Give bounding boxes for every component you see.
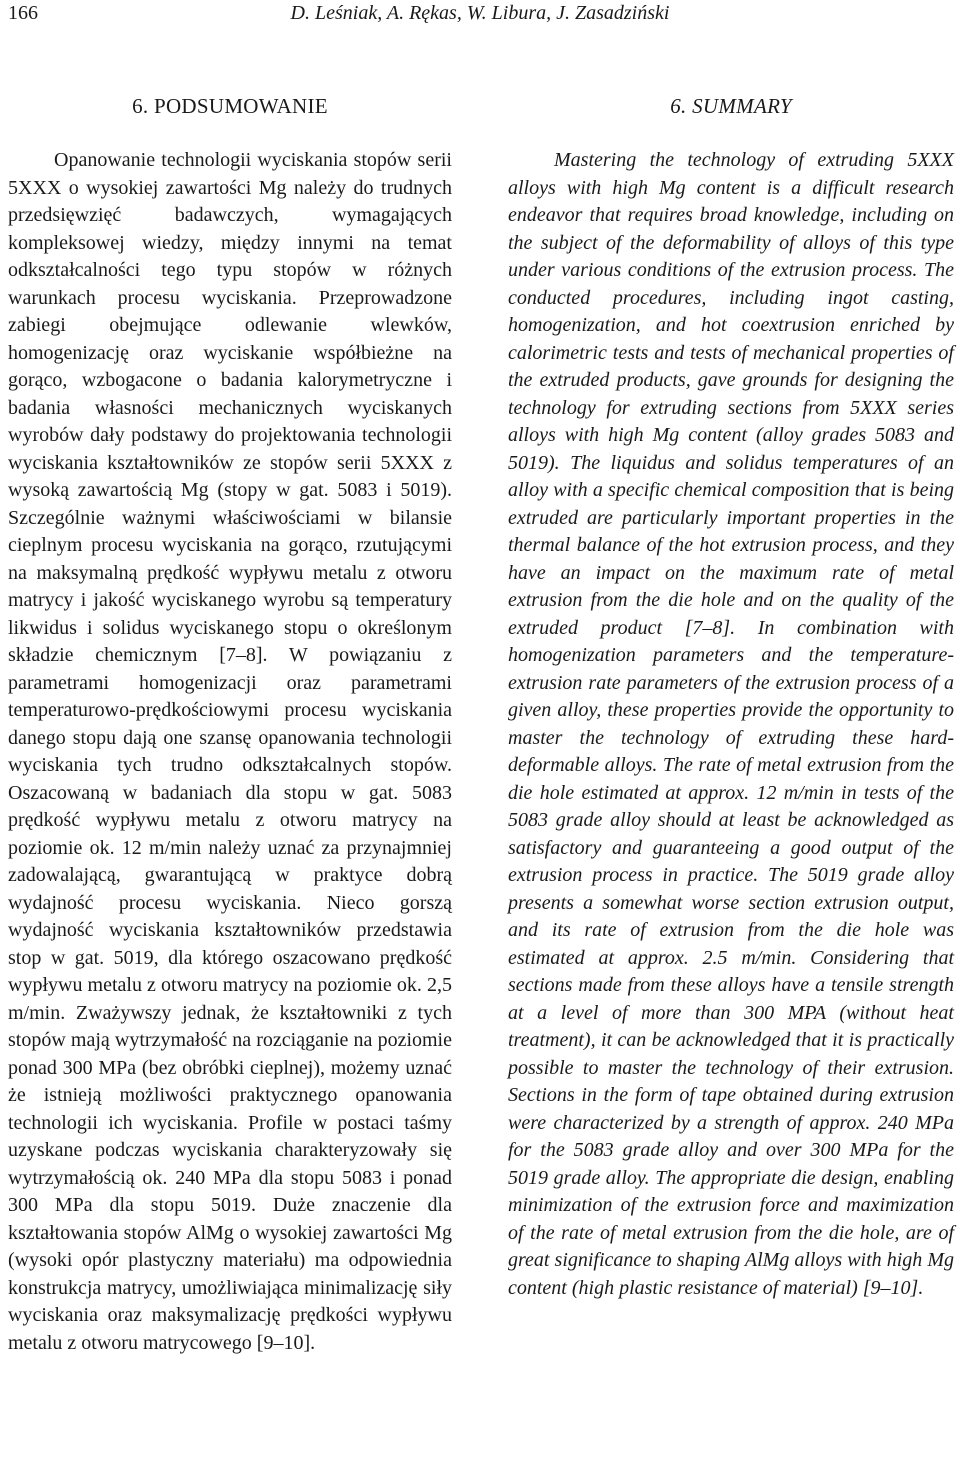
summary-paragraph-polish: Opanowanie technologii wyciskania stopów serii 5XXX o wysokiej zawartości Mg należy do trudnych przedsięwzięć badawczych, wymagających kompleksowej wiedzy, między innymi na temat odkształcalności tego typu stopów w różnych warunkach procesu wyciskania. Przeprowadzone zabiegi obejmujące odlewanie wlewków, homogenizację oraz wyciskanie współbieżne na gorąco, wzbogacone o badania kalorymetryczne i badania własności mechanicznych wyciskanych wyrobów dały podstawy do projektowania technologii wyciskania kształtowników ze stopów serii 5XXX z wysoką zawartością Mg (stopy w gat. 5083 i 5019). Szczególnie ważnymi właściwościami w bilansie cieplnym procesu wyciskania na gorąco, rzutującymi na maksymalną prędkość wypływu metalu z otworu matrycy i jakość wyciskanego wyrobu są temperatury likwidus i solidus wyciskanego stopu o określonym składzie chemicznym [7–8]. W powiązaniu z parametrami homogenizacji oraz parametrami temperaturowo-prędkościowymi procesu wyciskania danego stopu dają one szansę opanowania technologii wyciskania tych trudno odkształcalnych stopów. Oszacowaną w badaniach dla stopu w gat. 5083 prędkość wypływu metalu z otworu matrycy na poziomie ok. 12 m/min należy uznać za przynajmniej zadowalającą, gwarantującą w praktyce dobrą wydajność procesu wyciskania. Nieco gorszą wydajność wyciskania kształtowników przedstawia stop w gat. 5019, dla którego oszacowano prędkość wypływu metalu z otworu matrycy na poziomie ok. 2,5 m/min. Zważywszy jednak, że kształtowniki z tych stopów mają wytrzymałość na rozciąganie na poziomie ponad 300 MPa (bez obróbki cieplnej), możemy uznać że istnieją możliwości praktycznego opanowania technologii ich wyciskania. Profile w postaci taśmy uzyskane podczas wyciskania charakteryzowały się wytrzymałością ok. 240 MPa dla stopu 5083 i ponad 300 MPa dla stopu 5019. Duże znaczenie dla kształtowania stopów AlMg o wysokiej zawartości Mg (wysoki opór plastyczny materiału) ma odpowiednia konstrukcja matrycy, umożliwiająca minimalizację siły wyciskania oraz maksymalizację prędkości wypływu metalu z otworu matrycowego [9–10]. [8,149,452,1354]
running-header-authors: D. Leśniak, A. Rękas, W. Libura, J. Zasadziński [290,2,670,24]
section-heading-polish: 6. PODSUMOWANIE [132,94,328,118]
running-header [0,0,960,30]
english-column [508,94,954,1302]
polish-column [8,94,452,1357]
section-heading-english: 6. SUMMARY [670,94,792,118]
summary-paragraph-english: Mastering the technology of extruding 5XXX alloys with high Mg content is a difficult research endeavor that requires broad knowledge, including on the subject of the deformability of alloys of this type under various conditions of the extrusion process. The conducted procedures, including ingot casting, homogenization, and hot coextrusion enriched by calorimetric tests and tests of mechanical properties of the extruded products, gave grounds for designing the technology for extruding sections from 5XXX series alloys with high Mg content (alloy grades 5083 and 5019). The liquidus and solidus temperatures of an alloy with a specific chemical composition that is being extruded are particularly important properties in the thermal balance of the hot extrusion process, and they have an impact on the maximum rate of metal extrusion from the die hole and on the quality of the extruded product [7–8]. In combination with homogenization parameters and the temperature-extrusion rate parameters of the extrusion process of a given alloy, these properties provide the opportunity to master the technology of extruding these hard-deformable alloys. The rate of metal extrusion from the die hole estimated at approx. 12 m/min in tests of the 5083 grade alloy should at least be acknowledged as satisfactory and guaranteeing a good output of the extrusion process in practice. The 5019 grade alloy presents a somewhat worse section extrusion output, and its rate of extrusion from the die hole was estimated at approx. 2.5 m/min. Considering that sections made from these alloys have a tensile strength at a level of more than 300 MPA (without heat treatment), it can be acknowledged that it is practically possible to master the technology of their extrusion. Sections in the form of tape obtained during extrusion were characterized by a strength of approx. 240 MPa for the 5083 grade alloy and over 300 MPa for the 5019 grade alloy. The appropriate die design, enabling minimization of the extrusion force and maximization of the rate of metal extrusion from the die hole, are of great significance to shaping AlMg alloys with high Mg content (high plastic resistance of material) [9–10]. [508,149,954,1299]
page-number: 166 [8,2,38,24]
